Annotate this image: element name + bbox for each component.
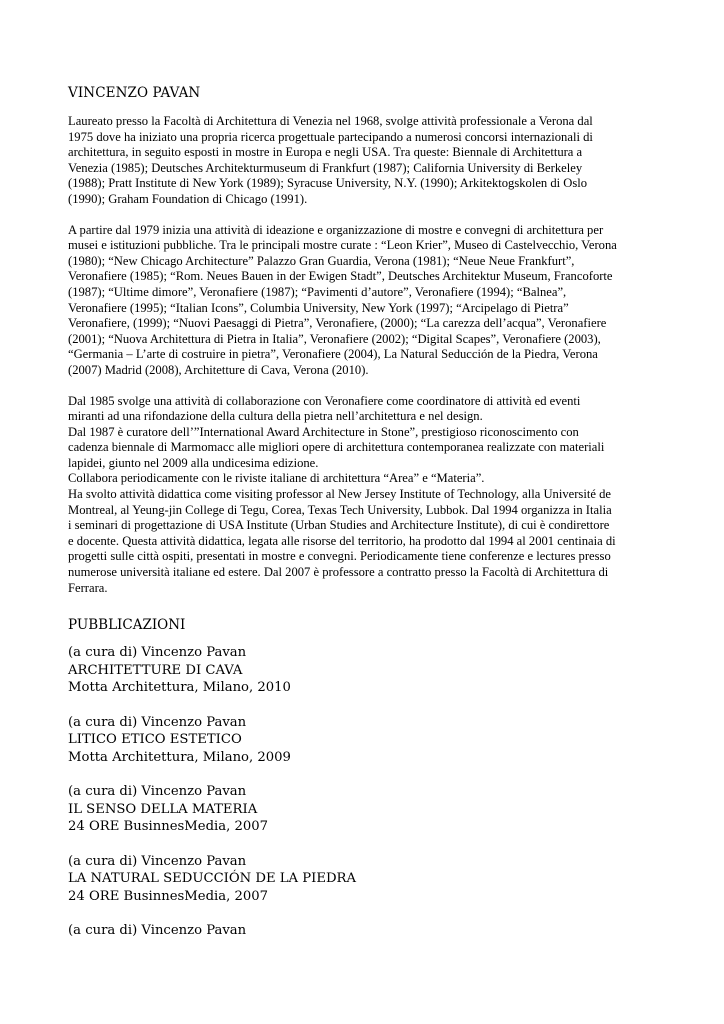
text-line: musei e istituzioni pubbliche. Tra le principali mostre curate : “Leon Krier”, Museo di Castelvecchio, Verona [68,238,617,253]
text-line: progetti sulle città ospiti, presentati in mostre e convegni. Periodicamente tiene conferenze e lectures presso [68,549,611,564]
document-page [68,84,658,957]
text-line: e docente. Questa attività didattica, legata alle risorse del territorio, ha prodotto dal 1994 al 2001 centinaia di [68,533,616,548]
publication-publisher: 24 ORE BusinnesMedia, 2007 [68,819,269,835]
publication-editor: (a cura di) Vincenzo Pavan [68,645,247,661]
text-line: (1987); “Ultime dimore”, Veronafiere (1987); “Pavimenti d’autore”, Veronafiere (1994); “Balnea”, [68,284,567,299]
publication-title: LITICO ETICO ESTETICO [68,732,242,748]
text-line: Collabora periodicamente con le riviste italiane di architettura “Area” e “Materia”. [68,471,485,486]
text-line: Veronafiere (1985); “Rom. Neues Bauen in der Ewigen Stadt”, Deutsches Architektur Museum, Francoforte [68,269,613,284]
publication-editor: (a cura di) Vincenzo Pavan [68,853,247,869]
page-title: VINCENZO PAVAN [68,85,201,101]
publication-entry [68,644,658,697]
text-line: (1990); Graham Foundation di Chicago (1991). [68,191,308,206]
text-line: numerose università italiane ed estere. Dal 2007 è professore a contratto presso la Facoltà di Architettura di [68,565,609,580]
publication-publisher: Motta Architettura, Milano, 2009 [68,749,291,765]
text-line: architettura, in seguito esposti in mostre in Europa e negli USA. Tra queste: Biennale di Architettura a [68,145,583,160]
text-line: lapidei, giunto nel 2009 alla undicesima edizione. [68,455,319,470]
publication-title: ARCHITETTURE DI CAVA [68,662,243,678]
publication-entry [68,922,658,940]
publications-heading: PUBBLICAZIONI [68,617,186,634]
text-line: Ferrara. [68,580,108,595]
publication-editor: (a cura di) Vincenzo Pavan [68,923,247,939]
text-line: Ha svolto attività didattica come visiting professor al New Jersey Institute of Technology, alla Université de [68,487,611,502]
bio-paragraph-3 [68,394,658,597]
text-line: i seminari di progettazione di USA Institute (Urban Studies and Architecture Institute), di cui è condirettore [68,518,610,533]
text-line: Dal 1985 svolge una attività di collaborazione con Veronafiere come coordinatore di attività ed eventi [68,393,581,408]
bio-paragraph-1 [68,114,658,208]
publication-entry [68,714,658,767]
publication-editor: (a cura di) Vincenzo Pavan [68,784,247,800]
text-line: Montreal, al Yeung-jin College di Tegu, Corea, Texas Tech University, Lubbok. Dal 1994 organizza in Italia [68,502,612,517]
publication-editor: (a cura di) Vincenzo Pavan [68,714,247,730]
text-line: “Germania – L’arte di costruire in pietra”, Veronafiere (2004), La Natural Seducción de la Piedra, Verona [68,347,598,362]
text-line: (1980); “New Chicago Architecture” Palazzo Gran Guardia, Verona (1981); “Neue Neue Frankfurt”, [68,253,575,268]
text-line: Dal 1987 è curatore dell’”International Award Architecture in Stone”, prestigioso riconoscimento con [68,424,579,439]
text-line: miranti ad una rifondazione della cultura della pietra nell’architettura e nel design. [68,409,483,424]
text-line: Venezia (1985); Deutsches Architekturmuseum di Frankfurt (1987); California University di Berkeley [68,160,583,175]
text-line: (1988); Pratt Institute di New York (1989); Syracuse University, N.Y. (1990); Arkitektogskolen di Oslo [68,176,588,191]
publication-publisher: Motta Architettura, Milano, 2010 [68,680,291,696]
text-line: 1975 dove ha iniziato una propria ricerca progettuale partecipando a numerosi concorsi internazionali di [68,129,593,144]
publication-publisher: 24 ORE BusinnesMedia, 2007 [68,888,269,904]
text-line: cadenza biennale di Marmomacc alle migliori opere di architettura contemporanea realizzate con materiali [68,440,605,455]
text-line: A partire dal 1979 inizia una attività di ideazione e organizzazione di mostre e convegni di architettura per [68,222,604,237]
publication-entry [68,853,658,906]
bio-paragraph-2 [68,223,658,379]
text-line: Laureato presso la Facoltà di Architettura di Venezia nel 1968, svolge attività professionale a Verona dal [68,114,593,128]
publication-title: IL SENSO DELLA MATERIA [68,801,258,817]
text-line: Veronafiere, (1999); “Nuovi Paesaggi di Pietra”, Veronafiere, (2000); “La carezza dell’acqua”, Veronafiere [68,316,607,331]
text-line: (2001); “Nuova Architettura di Pietra in Italia”, Veronafiere (2002); “Digital Scapes”, Veronafiere (2003), [68,331,601,346]
publication-entry [68,783,658,836]
publication-title: LA NATURAL SEDUCCIÓN DE LA PIEDRA [68,871,357,887]
text-line: Veronafiere (1995); “Italian Icons”, Columbia University, New York (1997); “Arcipelago di Pietra” [68,300,569,315]
text-line: (2007) Madrid (2008), Architetture di Cava, Verona (2010). [68,362,369,377]
